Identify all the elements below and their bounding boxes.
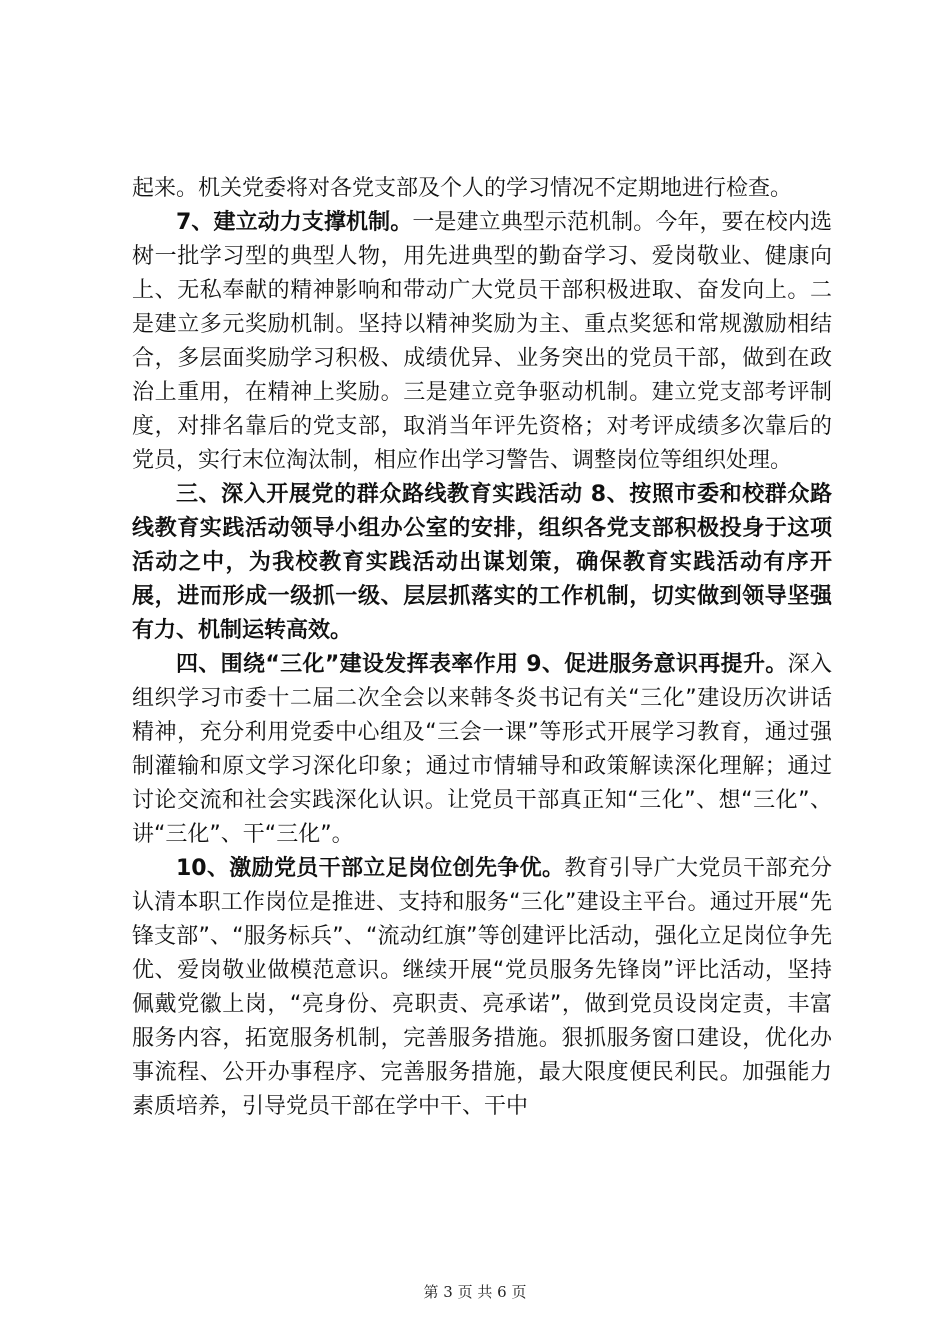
item-7-heading: 7、建立动力支撑机制。 bbox=[176, 210, 413, 235]
item-10-heading: 10、激励党员干部立足岗位创先争优。 bbox=[176, 856, 565, 881]
paragraph-item-10 bbox=[132, 852, 832, 1124]
section-3-text: 三、深入开展党的群众路线教育实践活动 8、按照市委和校群众路线教育实践活动领导小组办公室的安排，组织各党支部积极投身于这项活动之中，为我校教育实践活动出谋划策，确保教育实践活动有序开展，进而形成一级抓一级、层层抓落实的工作机制，切实做到领导坚强有力、机制运转高效。 bbox=[132, 482, 832, 643]
section-4-text: 深入组织学习市委十二届二次全会以来韩冬炎书记有关“三化”建设历次讲话精神，充分利用党委中心组及“三会一课”等形式开展学习教育，通过强制灌输和原文学习深化印象；通过市情辅导和政策解读深化理解；通过讨论交流和社会实践深化认识。让党员干部真正知“三化”、想“三化”、讲“三化”、干“三化”。 bbox=[132, 652, 832, 847]
item-7-text: 一是建立典型示范机制。今年，要在校内选树一批学习型的典型人物，用先进典型的勤奋学习、爱岗敬业、健康向上、无私奉献的精神影响和带动广大党员干部积极进取、奋发向上。二是建立多元奖励机制。坚持以精神奖励为主、重点奖惩和常规激励相结合，多层面奖励学习积极、成绩优异、业务突出的党员干部，做到在政治上重用，在精神上奖励。三是建立竞争驱动机制。建立党支部考评制度，对排名靠后的党支部，取消当年评先资格；对考评成绩多次靠后的党员，实行末位淘汰制，相应作出学习警告、调整岗位等组织处理。 bbox=[132, 210, 832, 473]
page-number-footer: 第 3 页 共 6 页 bbox=[423, 1283, 527, 1301]
section-4-heading: 四、围绕“三化”建设发挥表率作用 9、促进服务意识再提升。 bbox=[176, 652, 788, 677]
item-10-text: 教育引导广大党员干部充分认清本职工作岗位是推进、支持和服务“三化”建设主平台。通过开展“先锋支部”、“服务标兵”、“流动红旗”等创建评比活动，强化立足岗位争先优、爱岗敬业做模范意识。继续开展“党员服务先锋岗”评比活动，坚持佩戴党徽上岗，“亮身份、亮职责、亮承诺”，做到党员设岗定责，丰富服务内容，拓宽服务机制，完善服务措施。狠抓服务窗口建设，优化办事流程、公开办事程序、完善服务措施，最大限度便民利民。加强能力素质培养，引导党员干部在学中干、干中 bbox=[132, 856, 832, 1119]
paragraph-item-7 bbox=[132, 206, 832, 478]
paragraph-text: 起来。机关党委将对各党支部及个人的学习情况不定期地进行检查。 bbox=[132, 176, 793, 201]
document-body bbox=[132, 172, 832, 1124]
paragraph-continuation bbox=[132, 172, 832, 206]
paragraph-section-4 bbox=[132, 648, 832, 852]
paragraph-section-3 bbox=[132, 478, 832, 648]
